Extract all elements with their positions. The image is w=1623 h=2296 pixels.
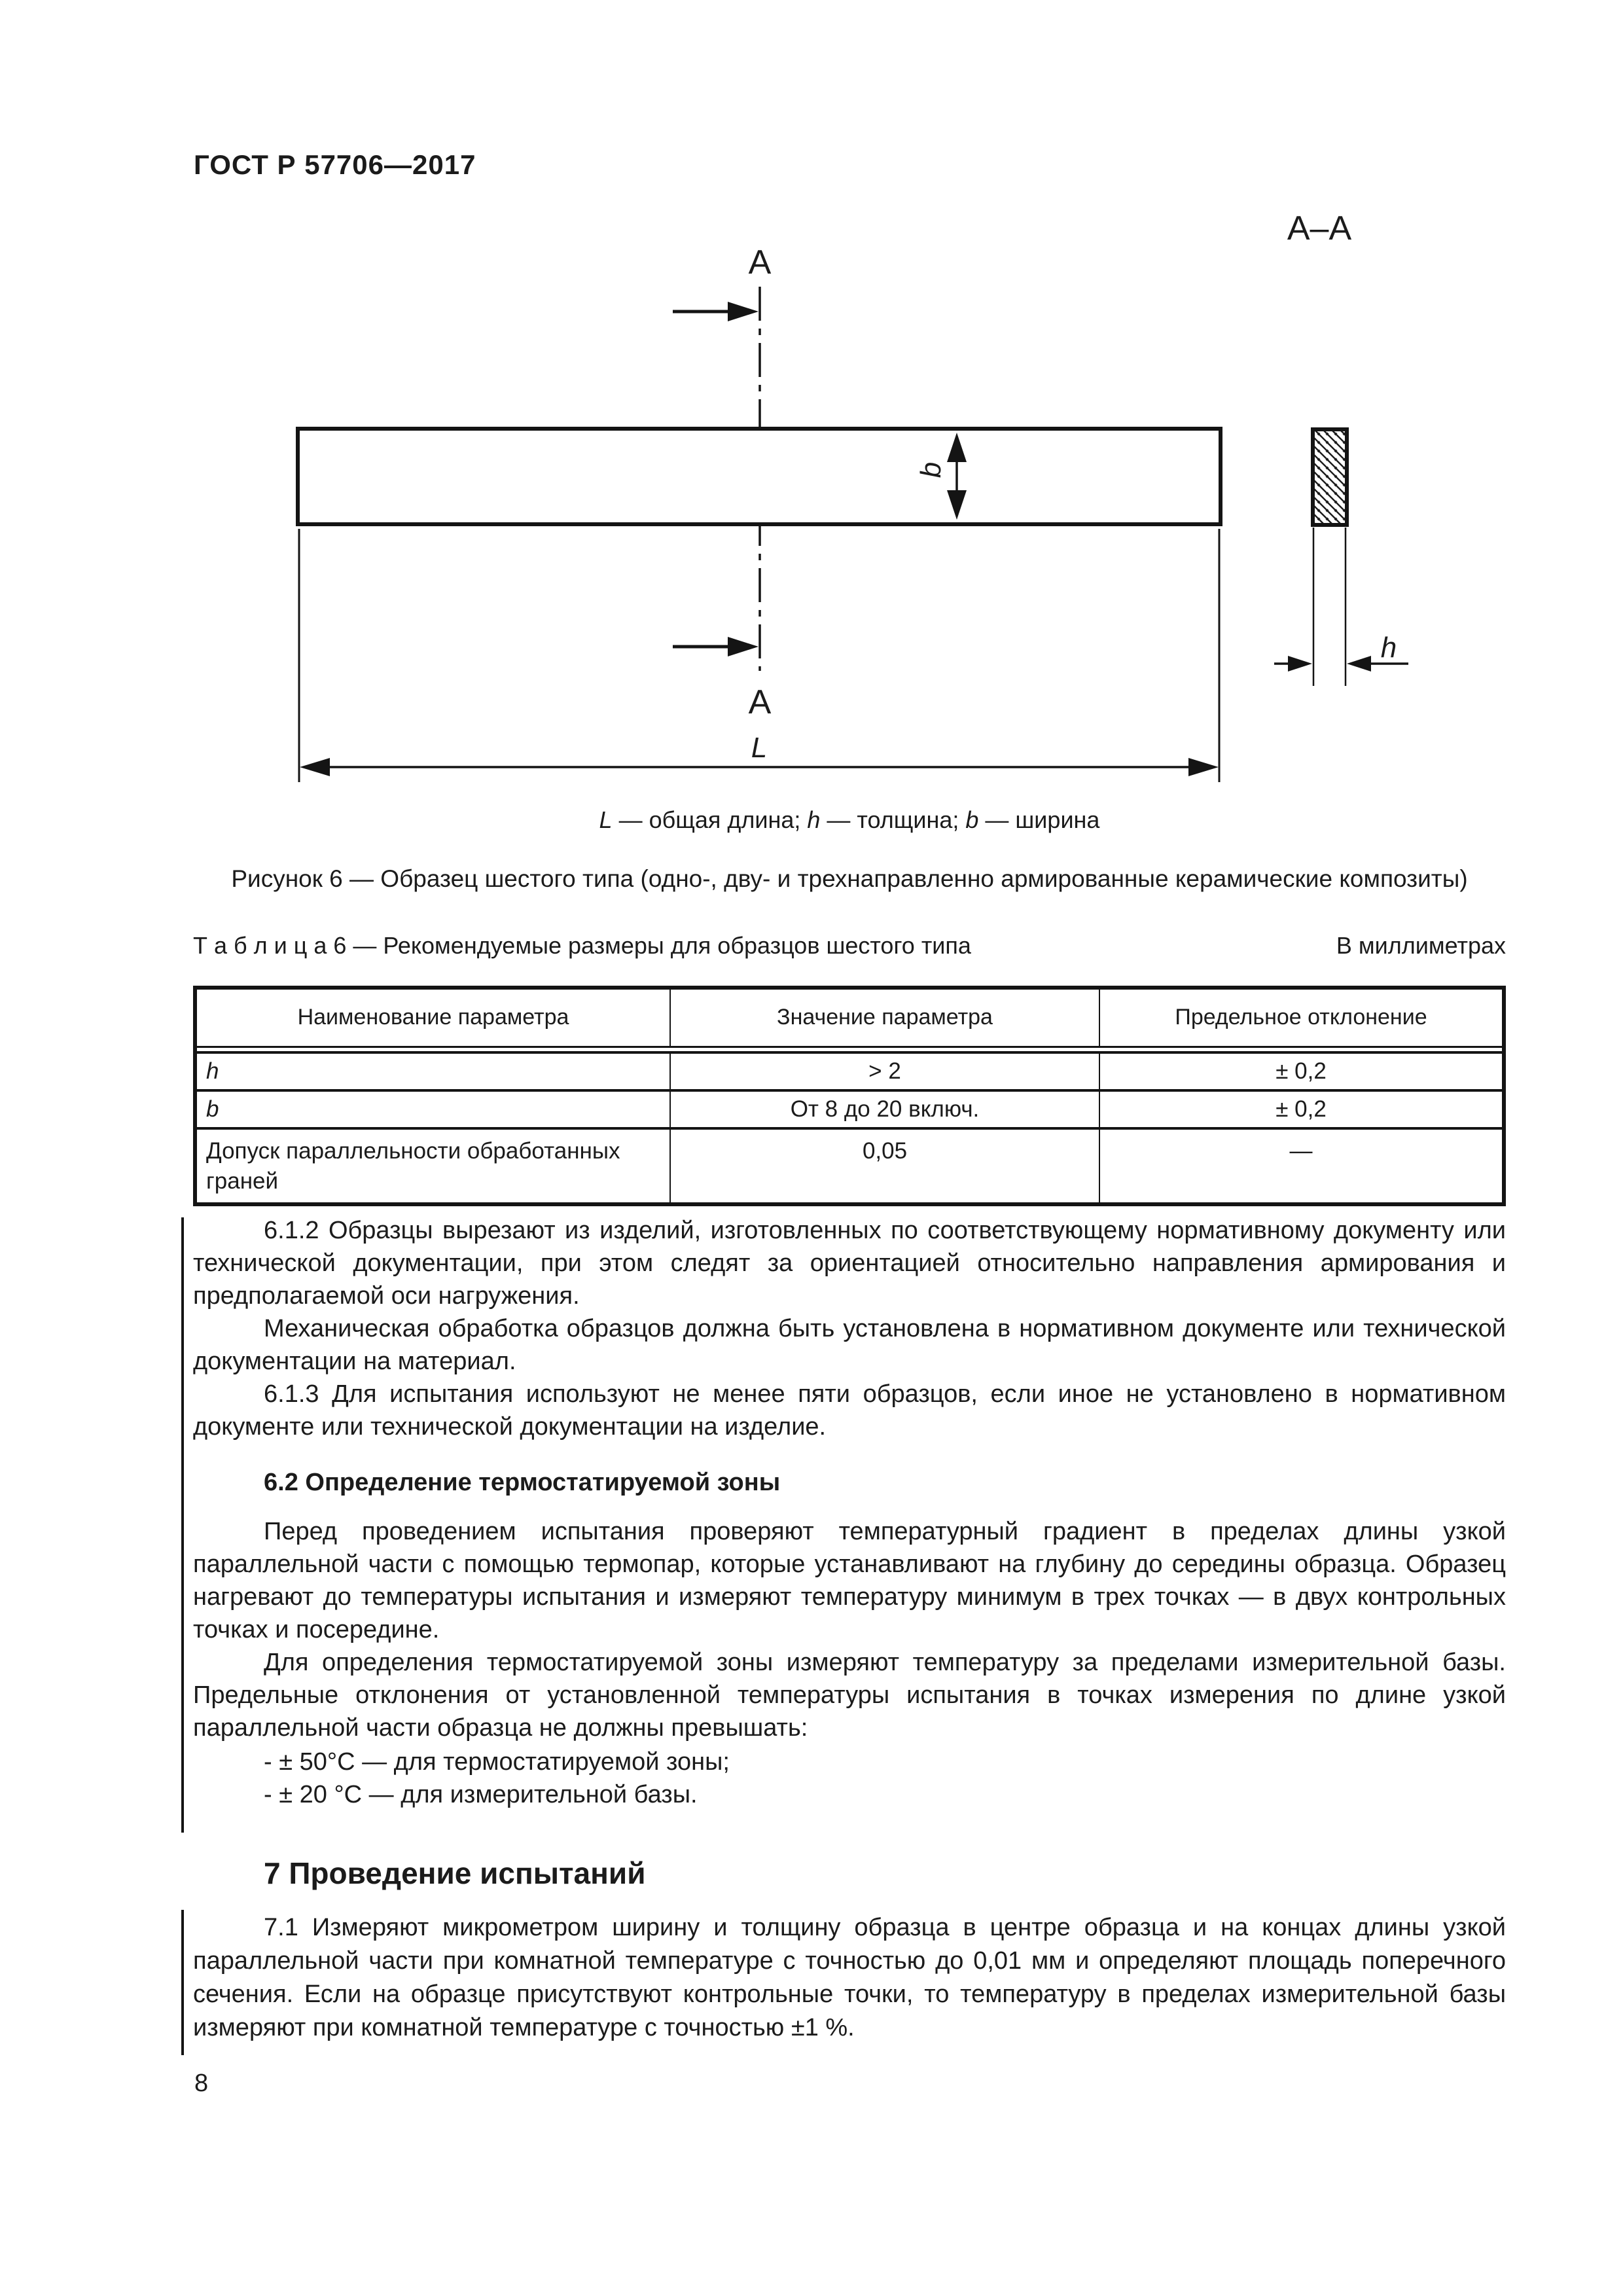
table-row [195,1052,1504,1090]
dim-l-arrowhead-left [300,758,330,776]
paragraph-7-1: 7.1 Измеряют микрометром ширину и толщину образца в центре образца и на концах длины узкой параллельной части при комнатной температуре с точностью до 0,01 мм и определяют площадь поперечного сечения. Если на образце присутствуют контрольные точки, то температуру в пределах измерительной базы измеряют при комнатной температуре с точностью ±1 %. [193,1914,1506,2041]
paragraph-6-1-2: 6.1.2 Образцы вырезают из изделий, изготовленных по соответствующему нормативному документу или технической документации, при этом следят за ориентацией относительно направления армирования и предполагаемой оси нагружения. [193,1217,1506,1310]
cell-tolerance: ± 0,2 [1099,1052,1504,1090]
dim-l-arrowhead-right [1188,758,1219,776]
heading-6-2: 6.2 Определение термостатируемой зоны [264,1469,781,1496]
table-title: Т а б л и ц а 6 — Рекомендуемые размеры для образцов шестого типа [193,932,971,959]
col-header-tolerance: Предельное отклонение [1099,988,1504,1047]
standard-number-header: ГОСТ Р 57706—2017 [194,149,476,180]
cell-parameter-value: 0,05 [670,1128,1099,1204]
specimen-drawing [0,0,1623,805]
table-units-note: В миллиметрах [1336,932,1506,959]
table-title-row [193,932,1506,960]
cell-parameter-value: От 8 до 20 включ. [670,1090,1099,1128]
figure-caption: Рисунок 6 — Образец шестого типа (одно-, дву- и трехнаправленно армированные керамические композиты) [231,865,1468,892]
legend-text-b: — ширина [978,806,1100,833]
dim-b-label: b [915,461,947,478]
table-row [195,1128,1504,1204]
legend-var-l: L [599,806,613,833]
header-double-rule [195,1047,1504,1052]
figure-legend [193,806,1506,834]
table-6-recommended-sizes [193,986,1506,1206]
section-label-top: A [748,243,772,281]
specimen-bar-outline [298,429,1221,524]
cell-parameter-value: > 2 [670,1052,1099,1090]
cell-tolerance: — [1099,1128,1504,1204]
paragraph-gradient-check: Перед проведением испытания проверяют температурный градиент в пределах длины узкой параллельной части с помощью термопар, которые устанавливают на глубину до середины образца. Образец нагревают до температуры испытания и измеряют температуру минимум в трех точках — в двух контрольных точках и посередине. [193,1518,1506,1643]
page-number: 8 [194,2070,209,2097]
list-item-20c: - ± 20 °С — для измерительной базы. [264,1781,698,1808]
cross-section-hatched [1313,429,1347,525]
revision-change-bar [181,1217,184,1833]
dim-h-arrowhead-left [1288,656,1312,672]
table-row [195,1090,1504,1128]
body-text [193,1214,1506,2045]
dim-l-label: L [751,732,768,764]
table-header-row [195,988,1504,1047]
col-header-parameter-name: Наименование параметра [195,988,670,1047]
legend-text-h: — толщина; [820,806,966,833]
dim-h-label: h [1380,632,1397,664]
section-view-label: A–A [1287,209,1352,247]
list-item-50c: - ± 50°С — для термостатируемой зоны; [264,1748,730,1776]
legend-var-h: h [807,806,821,833]
paragraph-machining: Механическая обработка образцов должна быть установлена в нормативном документе или технической документации на материал. [193,1315,1506,1375]
paragraph-thermostatic-zone: Для определения термостатируемой зоны измеряют температуру за пределами измерительной базы. Предельные отклонения от установленной температуры испытания в точках измерения по длине узкой параллельной части образца не должны превышать: [193,1649,1506,1742]
legend-var-b: b [965,806,979,833]
paragraph-6-1-3: 6.1.3 Для испытания используют не менее пяти образцов, если иное не установлено в нормативном документе или технической документации на изделие. [193,1380,1506,1441]
cell-parameter-name: Допуск параллельности обработанных граней [195,1128,670,1204]
cell-tolerance: ± 0,2 [1099,1090,1504,1128]
cell-parameter-name: h [195,1052,670,1090]
revision-change-bar [181,1910,184,2055]
cell-parameter-name: b [195,1090,670,1128]
legend-text-l: — общая длина; [612,806,808,833]
col-header-parameter-value: Значение параметра [670,988,1099,1047]
section-label-bottom: A [748,683,772,721]
section-arrowhead-bottom [728,637,758,656]
section-arrowhead-top [728,302,758,321]
heading-7: 7 Проведение испытаний [264,1856,646,1890]
dim-h-arrowhead-right [1347,656,1371,672]
